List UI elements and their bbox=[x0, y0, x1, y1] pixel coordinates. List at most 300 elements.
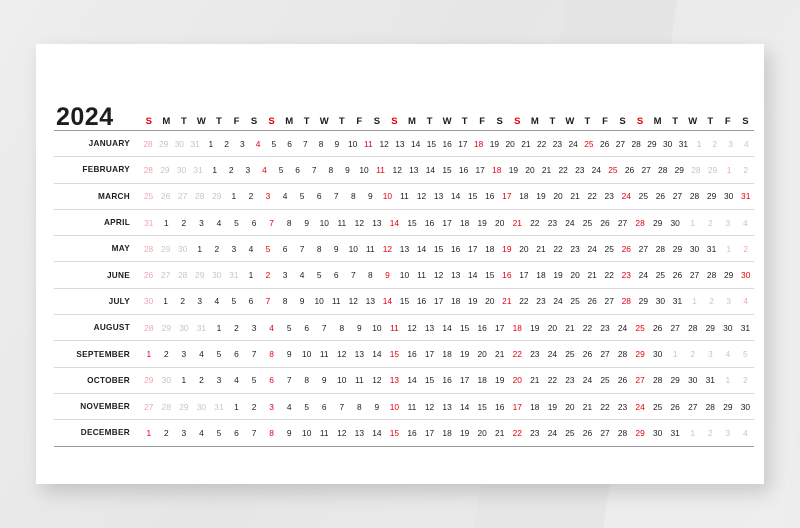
day-cell[interactable]: 3 bbox=[240, 138, 245, 149]
day-cell[interactable]: 26 bbox=[143, 270, 154, 281]
day-cell[interactable]: 22 bbox=[604, 270, 614, 281]
day-cell[interactable]: 29 bbox=[638, 296, 648, 307]
day-cell[interactable]: 26 bbox=[617, 375, 628, 386]
day-cell[interactable]: 29 bbox=[160, 243, 171, 254]
day-cell[interactable]: 27 bbox=[688, 401, 698, 412]
day-cell[interactable]: 4 bbox=[743, 427, 748, 438]
day-cell[interactable]: 25 bbox=[608, 164, 618, 175]
day-cell[interactable]: 30 bbox=[741, 270, 751, 281]
day-cell[interactable]: 6 bbox=[321, 401, 327, 412]
day-cell[interactable]: 20 bbox=[570, 270, 580, 281]
day-cell[interactable]: 4 bbox=[216, 217, 222, 228]
day-cell[interactable]: 2 bbox=[690, 349, 696, 360]
day-cell[interactable]: 18 bbox=[485, 243, 495, 254]
day-cell[interactable]: 18 bbox=[473, 138, 484, 149]
day-cell[interactable]: 21 bbox=[495, 349, 505, 360]
day-cell[interactable]: 24 bbox=[553, 296, 563, 307]
day-cell[interactable]: 12 bbox=[337, 427, 347, 438]
day-cell[interactable]: 10 bbox=[359, 164, 369, 175]
day-cell[interactable]: 17 bbox=[459, 375, 470, 386]
day-cell[interactable]: 15 bbox=[442, 164, 452, 175]
day-cell[interactable]: 1 bbox=[234, 401, 239, 412]
day-cell[interactable]: 29 bbox=[674, 164, 684, 175]
day-cell[interactable]: 25 bbox=[582, 217, 593, 228]
day-cell[interactable]: 2 bbox=[707, 217, 713, 228]
day-cell[interactable]: 8 bbox=[318, 138, 324, 149]
day-cell[interactable]: 12 bbox=[354, 217, 364, 228]
day-cell[interactable]: 20 bbox=[565, 401, 575, 412]
day-cell[interactable]: 13 bbox=[450, 270, 461, 281]
day-cell[interactable]: 29 bbox=[705, 322, 715, 333]
day-cell[interactable]: 26 bbox=[624, 164, 635, 175]
day-cell[interactable]: 30 bbox=[174, 138, 185, 149]
day-cell[interactable]: 3 bbox=[728, 138, 733, 149]
day-cell[interactable]: 13 bbox=[433, 191, 444, 202]
day-cell[interactable]: 12 bbox=[416, 191, 427, 202]
day-cell[interactable]: 14 bbox=[407, 375, 417, 386]
day-cell[interactable]: 13 bbox=[424, 322, 435, 333]
day-cell[interactable]: 24 bbox=[591, 164, 601, 175]
day-cell[interactable]: 11 bbox=[390, 322, 399, 333]
day-cell[interactable]: 11 bbox=[364, 138, 373, 149]
day-cell[interactable]: 6 bbox=[287, 138, 292, 149]
day-cell[interactable]: 5 bbox=[265, 243, 271, 254]
day-cell[interactable]: 28 bbox=[143, 164, 153, 175]
day-cell[interactable]: 1 bbox=[248, 270, 254, 281]
day-cell[interactable]: 5 bbox=[304, 401, 310, 412]
day-cell[interactable]: 10 bbox=[302, 427, 312, 438]
day-cell[interactable]: 31 bbox=[196, 322, 207, 333]
day-cell[interactable]: 8 bbox=[339, 322, 345, 333]
day-cell[interactable]: 9 bbox=[357, 322, 362, 333]
day-cell[interactable]: 4 bbox=[725, 349, 731, 360]
day-cell[interactable]: 24 bbox=[635, 401, 645, 412]
day-cell[interactable]: 12 bbox=[379, 138, 389, 149]
day-cell[interactable]: 29 bbox=[212, 191, 222, 202]
day-cell[interactable]: 30 bbox=[179, 322, 189, 333]
day-cell[interactable]: 1 bbox=[692, 296, 697, 307]
day-cell[interactable]: 9 bbox=[374, 401, 380, 412]
day-cell[interactable]: 3 bbox=[726, 296, 731, 307]
day-cell[interactable]: 14 bbox=[372, 427, 382, 438]
day-cell[interactable]: 21 bbox=[495, 427, 505, 438]
day-cell[interactable]: 10 bbox=[372, 322, 382, 333]
day-cell[interactable]: 7 bbox=[350, 270, 356, 281]
day-cell[interactable]: 10 bbox=[314, 296, 324, 307]
day-cell[interactable]: 1 bbox=[208, 138, 214, 149]
day-cell[interactable]: 30 bbox=[740, 401, 751, 412]
day-cell[interactable]: 30 bbox=[670, 217, 680, 228]
day-cell[interactable]: 23 bbox=[530, 427, 540, 438]
day-cell[interactable]: 26 bbox=[582, 427, 593, 438]
day-cell[interactable]: 22 bbox=[530, 217, 540, 228]
day-cell[interactable]: 1 bbox=[690, 427, 696, 438]
day-cell[interactable]: 12 bbox=[348, 296, 358, 307]
day-cell[interactable]: 7 bbox=[333, 191, 339, 202]
day-cell[interactable]: 2 bbox=[265, 270, 271, 281]
day-cell[interactable]: 21 bbox=[521, 138, 531, 149]
day-cell[interactable]: 3 bbox=[725, 217, 731, 228]
day-cell[interactable]: 29 bbox=[647, 138, 657, 149]
day-cell[interactable]: 26 bbox=[655, 191, 666, 202]
day-cell[interactable]: 4 bbox=[199, 349, 204, 360]
day-cell[interactable]: 20 bbox=[477, 427, 487, 438]
day-cell[interactable]: 29 bbox=[670, 375, 680, 386]
day-cell[interactable]: 7 bbox=[265, 296, 271, 307]
day-cell[interactable]: 6 bbox=[295, 164, 300, 175]
day-cell[interactable]: 6 bbox=[282, 243, 288, 254]
day-cell[interactable]: 16 bbox=[442, 375, 452, 386]
day-cell[interactable]: 1 bbox=[146, 427, 152, 438]
day-cell[interactable]: 19 bbox=[459, 349, 470, 360]
day-cell[interactable]: 2 bbox=[224, 138, 229, 149]
day-cell[interactable]: 4 bbox=[262, 164, 267, 175]
day-cell[interactable]: 8 bbox=[269, 349, 274, 360]
day-cell[interactable]: 23 bbox=[604, 191, 614, 202]
day-cell[interactable]: 21 bbox=[502, 296, 512, 307]
day-cell[interactable]: 5 bbox=[271, 138, 277, 149]
day-cell[interactable]: 28 bbox=[689, 191, 700, 202]
day-cell[interactable]: 3 bbox=[245, 164, 251, 175]
day-cell[interactable]: 13 bbox=[442, 401, 452, 412]
day-cell[interactable]: 1 bbox=[212, 164, 217, 175]
day-cell[interactable]: 28 bbox=[635, 217, 645, 228]
day-cell[interactable]: 14 bbox=[459, 401, 470, 412]
day-cell[interactable]: 2 bbox=[199, 375, 204, 386]
day-cell[interactable]: 2 bbox=[181, 217, 187, 228]
day-cell[interactable]: 13 bbox=[409, 164, 419, 175]
day-cell[interactable]: 17 bbox=[442, 217, 452, 228]
day-cell[interactable]: 27 bbox=[177, 191, 188, 202]
day-cell[interactable]: 17 bbox=[433, 296, 444, 307]
day-cell[interactable]: 31 bbox=[144, 217, 154, 228]
day-cell[interactable]: 8 bbox=[328, 164, 334, 175]
day-cell[interactable]: 3 bbox=[231, 243, 237, 254]
day-cell[interactable]: 20 bbox=[495, 217, 505, 228]
day-cell[interactable]: 29 bbox=[144, 375, 154, 386]
day-cell[interactable]: 21 bbox=[536, 243, 546, 254]
day-cell[interactable]: 2 bbox=[712, 138, 718, 149]
day-cell[interactable]: 13 bbox=[354, 427, 364, 438]
day-cell[interactable]: 10 bbox=[347, 138, 358, 149]
day-cell[interactable]: 3 bbox=[197, 296, 203, 307]
day-cell[interactable]: 29 bbox=[723, 270, 734, 281]
day-cell[interactable]: 21 bbox=[565, 322, 575, 333]
day-cell[interactable]: 15 bbox=[424, 375, 435, 386]
day-cell[interactable]: 27 bbox=[638, 243, 648, 254]
day-cell[interactable]: 23 bbox=[547, 217, 558, 228]
day-cell[interactable]: 5 bbox=[316, 270, 322, 281]
day-cell[interactable]: 30 bbox=[689, 243, 700, 254]
day-cell[interactable]: 2 bbox=[228, 164, 234, 175]
day-cell[interactable]: 31 bbox=[190, 138, 200, 149]
day-cell[interactable]: 7 bbox=[339, 401, 345, 412]
day-cell[interactable]: 13 bbox=[372, 217, 382, 228]
day-cell[interactable]: 9 bbox=[286, 427, 292, 438]
day-cell[interactable]: 28 bbox=[621, 296, 631, 307]
day-cell[interactable]: 25 bbox=[600, 375, 610, 386]
day-cell[interactable]: 3 bbox=[725, 427, 731, 438]
day-cell[interactable]: 5 bbox=[216, 349, 222, 360]
day-cell[interactable]: 23 bbox=[600, 322, 610, 333]
day-cell[interactable]: 16 bbox=[407, 427, 417, 438]
day-cell[interactable]: 18 bbox=[459, 217, 470, 228]
day-cell[interactable]: 29 bbox=[652, 217, 663, 228]
day-cell[interactable]: 15 bbox=[485, 270, 495, 281]
day-cell[interactable]: 16 bbox=[424, 217, 435, 228]
day-cell[interactable]: 7 bbox=[251, 349, 257, 360]
day-cell[interactable]: 26 bbox=[670, 401, 680, 412]
day-cell[interactable]: 29 bbox=[195, 270, 205, 281]
day-cell[interactable]: 27 bbox=[617, 217, 628, 228]
day-cell[interactable]: 14 bbox=[442, 322, 452, 333]
day-cell[interactable]: 26 bbox=[582, 349, 593, 360]
day-cell[interactable]: 5 bbox=[231, 296, 237, 307]
day-cell[interactable]: 18 bbox=[492, 164, 502, 175]
day-cell[interactable]: 1 bbox=[696, 138, 702, 149]
day-cell[interactable]: 24 bbox=[638, 270, 648, 281]
day-cell[interactable]: 3 bbox=[181, 349, 187, 360]
day-cell[interactable]: 17 bbox=[424, 349, 435, 360]
day-cell[interactable]: 18 bbox=[442, 427, 452, 438]
day-cell[interactable]: 24 bbox=[547, 349, 558, 360]
day-cell[interactable]: 6 bbox=[316, 191, 322, 202]
day-cell[interactable]: 4 bbox=[248, 243, 254, 254]
day-cell[interactable]: 28 bbox=[195, 191, 205, 202]
day-cell[interactable]: 15 bbox=[389, 349, 400, 360]
day-cell[interactable]: 23 bbox=[552, 138, 563, 149]
day-cell[interactable]: 5 bbox=[743, 349, 748, 360]
day-cell[interactable]: 7 bbox=[311, 164, 317, 175]
day-cell[interactable]: 30 bbox=[177, 243, 188, 254]
day-cell[interactable]: 24 bbox=[582, 375, 593, 386]
day-cell[interactable]: 16 bbox=[495, 401, 505, 412]
day-cell[interactable]: 5 bbox=[278, 164, 284, 175]
day-cell[interactable]: 6 bbox=[248, 296, 254, 307]
day-cell[interactable]: 17 bbox=[424, 427, 435, 438]
day-cell[interactable]: 13 bbox=[395, 138, 405, 149]
day-cell[interactable]: 8 bbox=[282, 296, 288, 307]
day-cell[interactable]: 14 bbox=[416, 243, 427, 254]
day-cell[interactable]: 19 bbox=[547, 401, 558, 412]
day-cell[interactable]: 25 bbox=[143, 191, 154, 202]
day-cell[interactable]: 15 bbox=[433, 243, 444, 254]
day-cell[interactable]: 26 bbox=[672, 270, 683, 281]
day-cell[interactable]: 29 bbox=[706, 191, 717, 202]
day-cell[interactable]: 8 bbox=[304, 375, 310, 386]
day-cell[interactable]: 4 bbox=[234, 375, 239, 386]
day-cell[interactable]: 28 bbox=[144, 322, 154, 333]
day-cell[interactable]: 15 bbox=[468, 191, 478, 202]
day-cell[interactable]: 4 bbox=[255, 138, 261, 149]
day-cell[interactable]: 12 bbox=[424, 401, 435, 412]
day-cell[interactable]: 25 bbox=[604, 243, 614, 254]
day-cell[interactable]: 28 bbox=[631, 138, 641, 149]
day-cell[interactable]: 20 bbox=[553, 191, 563, 202]
day-cell[interactable]: 1 bbox=[163, 217, 169, 228]
day-cell[interactable]: 23 bbox=[536, 296, 546, 307]
day-cell[interactable]: 2 bbox=[709, 296, 714, 307]
day-cell[interactable]: 6 bbox=[234, 427, 239, 438]
day-cell[interactable]: 11 bbox=[376, 164, 385, 175]
day-cell[interactable]: 19 bbox=[477, 217, 487, 228]
day-cell[interactable]: 30 bbox=[176, 164, 187, 175]
day-cell[interactable]: 21 bbox=[587, 270, 597, 281]
day-cell[interactable]: 16 bbox=[502, 270, 512, 281]
day-cell[interactable]: 7 bbox=[321, 322, 327, 333]
day-cell[interactable]: 11 bbox=[331, 296, 341, 307]
day-cell[interactable]: 14 bbox=[382, 296, 393, 307]
day-cell[interactable]: 2 bbox=[234, 322, 239, 333]
day-cell[interactable]: 8 bbox=[269, 427, 274, 438]
day-cell[interactable]: 1 bbox=[725, 375, 731, 386]
day-cell[interactable]: 16 bbox=[458, 164, 469, 175]
day-cell[interactable]: 9 bbox=[385, 270, 390, 281]
day-cell[interactable]: 3 bbox=[282, 270, 288, 281]
day-cell[interactable]: 5 bbox=[251, 375, 257, 386]
day-cell[interactable]: 30 bbox=[655, 296, 666, 307]
day-cell[interactable]: 6 bbox=[333, 270, 339, 281]
day-cell[interactable]: 18 bbox=[477, 375, 487, 386]
day-cell[interactable]: 30 bbox=[723, 191, 734, 202]
day-cell[interactable]: 3 bbox=[181, 427, 187, 438]
day-cell[interactable]: 28 bbox=[177, 270, 188, 281]
day-cell[interactable]: 26 bbox=[652, 322, 663, 333]
day-cell[interactable]: 18 bbox=[519, 191, 529, 202]
day-cell[interactable]: 22 bbox=[547, 375, 558, 386]
day-cell[interactable]: 28 bbox=[617, 427, 628, 438]
day-cell[interactable]: 2 bbox=[743, 164, 748, 175]
day-cell[interactable]: 22 bbox=[587, 191, 597, 202]
day-cell[interactable]: 3 bbox=[265, 191, 271, 202]
day-cell[interactable]: 23 bbox=[570, 243, 580, 254]
day-cell[interactable]: 29 bbox=[635, 349, 645, 360]
day-cell[interactable]: 24 bbox=[587, 243, 597, 254]
day-cell[interactable]: 19 bbox=[553, 270, 563, 281]
day-cell[interactable]: 7 bbox=[286, 375, 292, 386]
day-cell[interactable]: 1 bbox=[231, 191, 237, 202]
day-cell[interactable]: 29 bbox=[161, 322, 171, 333]
day-cell[interactable]: 21 bbox=[512, 217, 522, 228]
day-cell[interactable]: 17 bbox=[495, 322, 505, 333]
day-cell[interactable]: 11 bbox=[400, 191, 409, 202]
day-cell[interactable]: 31 bbox=[193, 164, 203, 175]
day-cell[interactable]: 10 bbox=[389, 401, 400, 412]
day-cell[interactable]: 15 bbox=[459, 322, 470, 333]
day-cell[interactable]: 20 bbox=[485, 296, 495, 307]
day-cell[interactable]: 30 bbox=[161, 375, 171, 386]
day-cell[interactable]: 4 bbox=[744, 138, 749, 149]
day-cell[interactable]: 2 bbox=[214, 243, 220, 254]
day-cell[interactable]: 1 bbox=[216, 322, 222, 333]
day-cell[interactable]: 18 bbox=[530, 401, 540, 412]
day-cell[interactable]: 23 bbox=[575, 164, 585, 175]
day-cell[interactable]: 19 bbox=[495, 375, 505, 386]
day-cell[interactable]: 4 bbox=[286, 401, 292, 412]
day-cell[interactable]: 6 bbox=[269, 375, 274, 386]
day-cell[interactable]: 20 bbox=[512, 375, 522, 386]
day-cell[interactable]: 19 bbox=[536, 191, 546, 202]
day-cell[interactable]: 29 bbox=[179, 401, 189, 412]
day-cell[interactable]: 23 bbox=[617, 401, 628, 412]
day-cell[interactable]: 27 bbox=[615, 138, 626, 149]
day-cell[interactable]: 1 bbox=[181, 375, 187, 386]
day-cell[interactable]: 28 bbox=[706, 270, 717, 281]
day-cell[interactable]: 6 bbox=[304, 322, 310, 333]
day-cell[interactable]: 22 bbox=[519, 296, 529, 307]
day-cell[interactable]: 13 bbox=[389, 375, 400, 386]
day-cell[interactable]: 31 bbox=[229, 270, 239, 281]
day-cell[interactable]: 22 bbox=[600, 401, 610, 412]
day-cell[interactable]: 9 bbox=[333, 243, 339, 254]
day-cell[interactable]: 18 bbox=[442, 349, 452, 360]
day-cell[interactable]: 26 bbox=[599, 138, 610, 149]
day-cell[interactable]: 25 bbox=[565, 349, 575, 360]
day-cell[interactable]: 9 bbox=[345, 164, 350, 175]
day-cell[interactable]: 22 bbox=[553, 243, 563, 254]
day-cell[interactable]: 14 bbox=[389, 217, 400, 228]
day-cell[interactable]: 29 bbox=[723, 401, 733, 412]
day-cell[interactable]: 5 bbox=[299, 191, 305, 202]
day-cell[interactable]: 11 bbox=[417, 270, 426, 281]
day-cell[interactable]: 25 bbox=[565, 427, 575, 438]
day-cell[interactable]: 27 bbox=[604, 296, 614, 307]
day-cell[interactable]: 31 bbox=[214, 401, 224, 412]
day-cell[interactable]: 31 bbox=[706, 243, 717, 254]
day-cell[interactable]: 16 bbox=[450, 243, 461, 254]
day-cell[interactable]: 3 bbox=[707, 349, 713, 360]
day-cell[interactable]: 3 bbox=[199, 217, 204, 228]
day-cell[interactable]: 29 bbox=[672, 243, 683, 254]
day-cell[interactable]: 16 bbox=[442, 138, 452, 149]
day-cell[interactable]: 26 bbox=[621, 243, 631, 254]
day-cell[interactable]: 15 bbox=[407, 217, 417, 228]
day-cell[interactable]: 3 bbox=[269, 401, 274, 412]
day-cell[interactable]: 27 bbox=[600, 427, 610, 438]
day-cell[interactable]: 14 bbox=[410, 138, 421, 149]
day-cell[interactable]: 3 bbox=[251, 322, 257, 333]
day-cell[interactable]: 27 bbox=[672, 191, 683, 202]
day-cell[interactable]: 7 bbox=[269, 217, 274, 228]
day-cell[interactable]: 15 bbox=[389, 427, 400, 438]
day-cell[interactable]: 10 bbox=[348, 243, 358, 254]
day-cell[interactable]: 1 bbox=[690, 217, 696, 228]
day-cell[interactable]: 27 bbox=[689, 270, 700, 281]
day-cell[interactable]: 24 bbox=[565, 217, 575, 228]
day-cell[interactable]: 30 bbox=[212, 270, 222, 281]
day-cell[interactable]: 7 bbox=[303, 138, 308, 149]
day-cell[interactable]: 15 bbox=[477, 401, 487, 412]
day-cell[interactable]: 14 bbox=[450, 191, 461, 202]
day-cell[interactable]: 27 bbox=[144, 401, 154, 412]
day-cell[interactable]: 10 bbox=[399, 270, 410, 281]
day-cell[interactable]: 9 bbox=[286, 349, 292, 360]
day-cell[interactable]: 22 bbox=[512, 427, 522, 438]
day-cell[interactable]: 21 bbox=[530, 375, 540, 386]
day-cell[interactable]: 8 bbox=[368, 270, 373, 281]
day-cell[interactable]: 2 bbox=[743, 243, 749, 254]
day-cell[interactable]: 19 bbox=[468, 296, 478, 307]
day-cell[interactable]: 20 bbox=[477, 349, 487, 360]
day-cell[interactable]: 24 bbox=[568, 138, 578, 149]
day-cell[interactable]: 17 bbox=[475, 164, 485, 175]
day-cell[interactable]: 29 bbox=[635, 427, 645, 438]
day-cell[interactable]: 28 bbox=[691, 164, 701, 175]
day-cell[interactable]: 5 bbox=[234, 217, 239, 228]
day-cell[interactable]: 2 bbox=[743, 375, 748, 386]
day-cell[interactable]: 5 bbox=[286, 322, 292, 333]
day-cell[interactable]: 12 bbox=[337, 349, 347, 360]
